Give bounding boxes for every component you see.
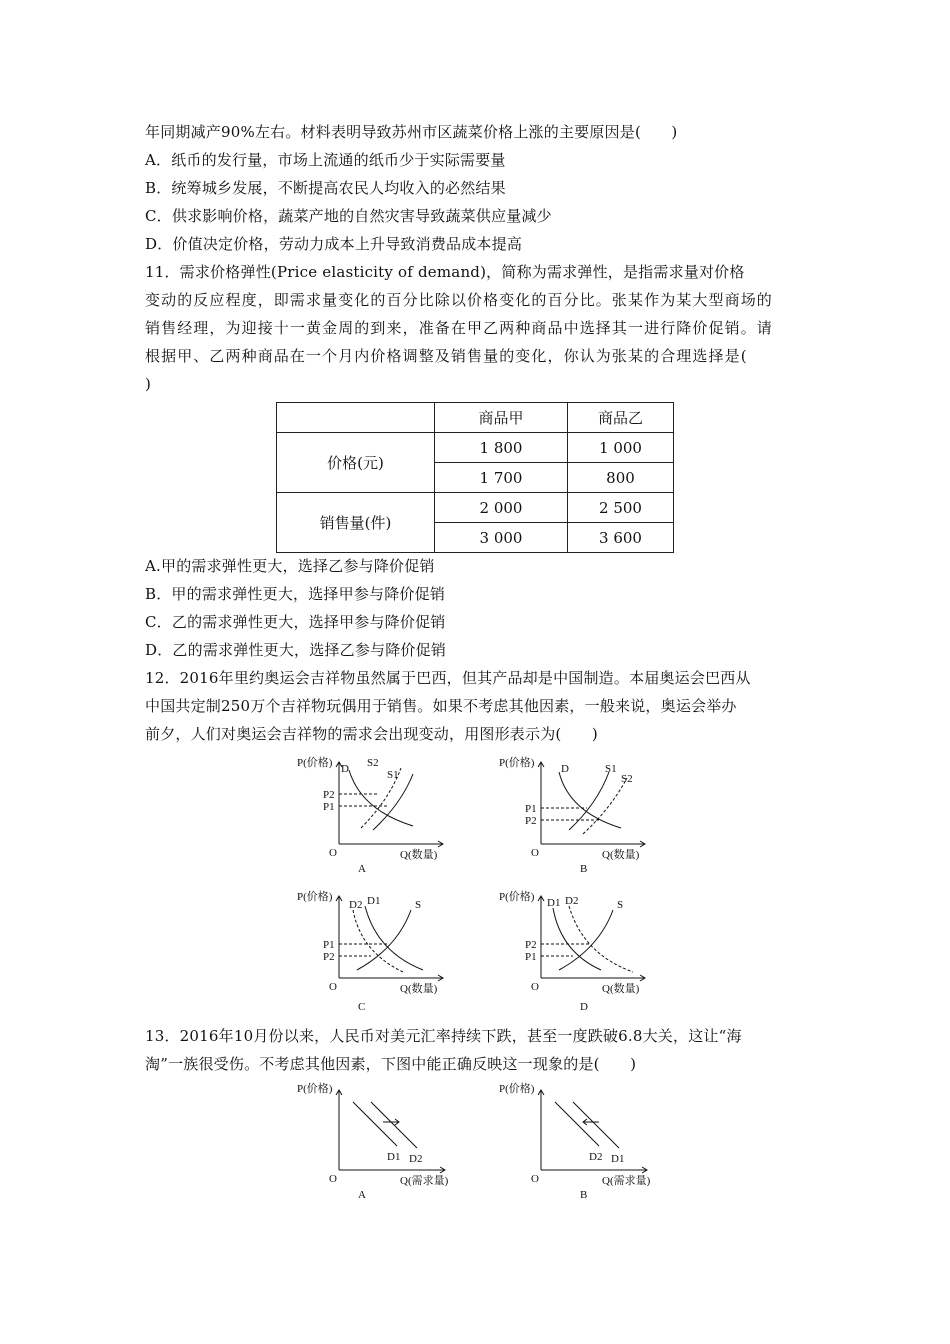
q10-stem-tail: 年同期减产90%左右。材料表明导致苏州市区蔬菜价格上涨的主要原因是( ) [145,123,678,141]
q12-graph-b [497,752,657,877]
demand-curve-d2 [353,910,403,972]
supply-curve-s1 [373,774,413,830]
q10-option-b: B．统筹城乡发展，不断提高农民人均收入的必然结果 [145,179,506,197]
price-a-before: 1 800 [435,433,568,463]
demand-line-d2 [371,1102,417,1148]
demand-line-d1 [353,1102,397,1146]
sales-a-after: 3 000 [435,523,568,553]
q12-stem-line-2: 中国共定制250万个吉祥物玩偶用于销售。如果不考虑其他因素，一般来说，奥运会举办 [145,697,737,715]
curve-label-d2: D2 [565,895,579,907]
graph-caption: C [358,1001,366,1013]
table-corner-cell [277,403,435,433]
curve-label-s1: S1 [605,763,617,775]
demand-line-d2 [555,1102,599,1146]
demand-curve-d [349,770,413,826]
curve-label-s: S [617,899,624,911]
origin-label: O [329,981,337,993]
demand-curve-d1 [365,906,423,970]
x-axis-label: Q(数量) [602,983,640,995]
q11-stem-line-5: ) [145,375,152,393]
curve-label-d: D [341,763,349,775]
q12-graph-a [295,752,455,877]
price-b-before: 1 000 [568,433,674,463]
header-goods-a: 商品甲 [435,403,568,433]
q10-option-a: A．纸币的发行量，市场上流通的纸币少于实际需要量 [145,151,506,169]
q12-stem-line-3: 前夕，人们对奥运会吉祥物的需求会出现变动，用图形表示为( ) [145,725,598,743]
price-label-p2: P2 [525,939,537,951]
sales-b-after: 3 600 [568,523,674,553]
curve-label-s1: S1 [387,769,399,781]
curve-label-s2: S2 [367,757,379,769]
q12-graph-d [497,886,657,1016]
x-axis-label: Q(数量) [400,983,438,995]
q12-graph-c [295,886,455,1016]
q11-option-c: C．乙的需求弹性更大，选择甲参与降价促销 [145,613,446,631]
origin-label: O [531,1173,539,1185]
x-axis-label: Q(数量) [400,849,438,861]
y-axis-label: P(价格) [499,1083,535,1095]
q10-option-d: D．价值决定价格，劳动力成本上升导致消费品成本提高 [145,235,523,253]
q10-option-c: C．供求影响价格，蔬菜产地的自然灾害导致蔬菜供应量减少 [145,207,552,225]
y-axis-label: P(价格) [499,757,535,769]
q13-stem-line-2: 淘”一族很受伤。不考虑其他因素，下图中能正确反映这一现象的是( ) [145,1055,637,1073]
curve-label-d1: D1 [367,895,381,907]
curve-label-d: D [561,763,569,775]
x-axis-label: Q(数量) [602,849,640,861]
q11-option-a: A.甲的需求弹性更大，选择乙参与降价促销 [145,557,435,575]
q11-stem-line-1: 11．需求价格弹性(Price elasticity of demand)，简称为需求弹性，是指需求量对价格 [145,263,745,281]
q11-stem-line-4: 根据甲、乙两种商品在一个月内价格调整及销售量的变化，你认为张某的合理选择是( [145,347,748,365]
y-axis-label: P(价格) [297,1083,333,1095]
graph-caption: D [580,1001,588,1013]
price-label-p2: P2 [323,951,335,963]
price-label-p1: P1 [525,803,537,815]
curve-label-d2: D2 [349,899,363,911]
header-goods-b: 商品乙 [568,403,674,433]
curve-label-d1: D1 [547,897,561,909]
origin-label: O [329,847,337,859]
line-label-d1: D1 [611,1153,625,1165]
sales-a-before: 2 000 [435,493,568,523]
q11-price-sales-table [276,402,674,553]
demand-line-d1 [573,1102,619,1148]
q11-option-d: D．乙的需求弹性更大，选择乙参与降价促销 [145,641,447,659]
demand-curve-d2 [569,906,633,972]
graph-caption: B [580,1189,588,1201]
demand-curve-d1 [553,908,601,970]
q13-stem-line-1: 13．2016年10月份以来，人民币对美元汇率持续下跌，甚至一度跌破6.8大关，这让“海 [145,1027,742,1045]
price-label-p2: P2 [525,815,537,827]
price-label-p1: P1 [323,801,335,813]
line-label-d2: D2 [589,1151,603,1163]
price-b-after: 800 [568,463,674,493]
supply-curve-s2 [583,778,627,834]
line-label-d2: D2 [409,1153,423,1165]
y-axis-label: P(价格) [499,891,535,903]
sales-b-before: 2 500 [568,493,674,523]
q11-stem-line-2: 变动的反应程度，即需求量变化的百分比除以价格变化的百分比。张某作为某大型商场的 [145,291,773,309]
q12-stem-line-1: 12．2016年里约奥运会吉祥物虽然属于巴西，但其产品却是中国制造。本届奥运会巴西从 [145,669,751,687]
graph-caption: B [580,863,588,875]
y-axis-label: P(价格) [297,891,333,903]
q11-option-b: B．甲的需求弹性更大，选择甲参与降价促销 [145,585,446,603]
price-label-p2: P2 [323,789,335,801]
q11-stem-line-3: 销售经理，为迎接十一黄金周的到来，准备在甲乙两种商品中选择其一进行降价促销。请 [145,319,773,337]
x-axis-label: Q(需求量) [400,1175,449,1187]
x-axis-label: Q(需求量) [602,1175,651,1187]
price-label-p1: P1 [525,951,537,963]
q13-graph-b [497,1078,667,1203]
line-label-d1: D1 [387,1151,401,1163]
q13-graph-a [295,1078,465,1203]
curve-label-s: S [415,899,422,911]
origin-label: O [531,981,539,993]
y-axis-label: P(价格) [297,757,333,769]
origin-label: O [531,847,539,859]
price-label-p1: P1 [323,939,335,951]
row-label-sales: 销售量(件) [277,493,435,553]
graph-caption: A [358,863,366,875]
row-label-price: 价格(元) [277,433,435,493]
curve-label-s2: S2 [621,773,633,785]
origin-label: O [329,1173,337,1185]
graph-caption: A [358,1189,366,1201]
price-a-after: 1 700 [435,463,568,493]
